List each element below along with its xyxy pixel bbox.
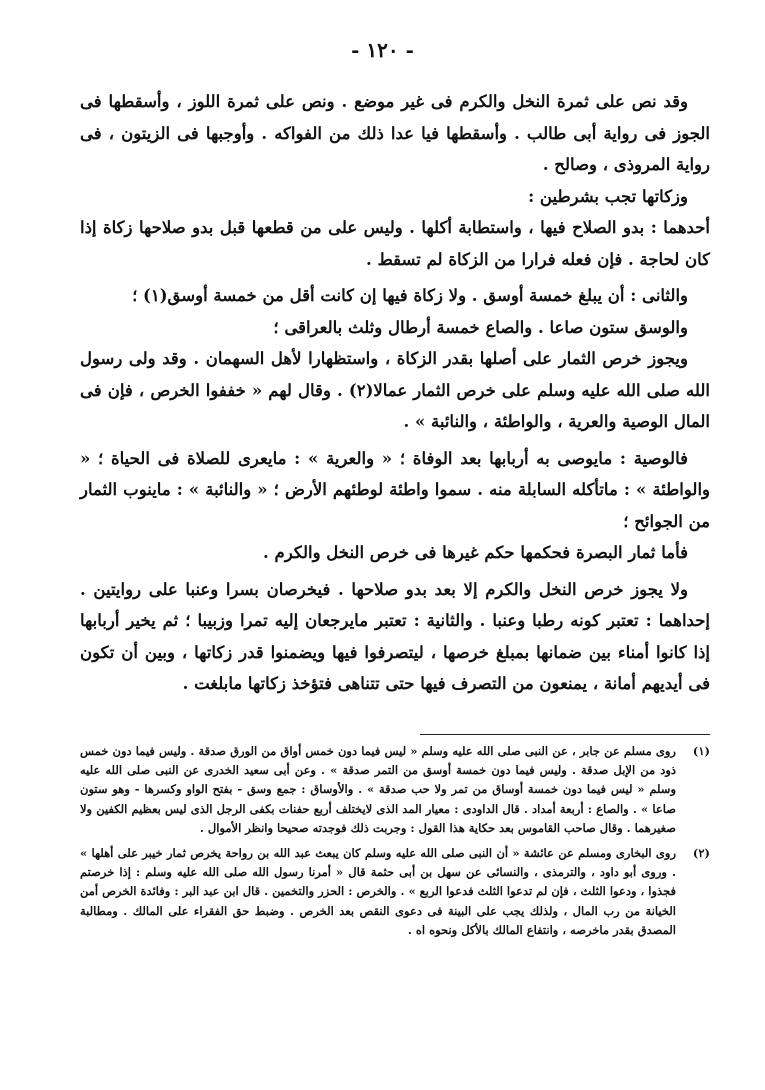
paragraph-definitions: فالوصية : مايوصى به أربابها بعد الوفاة ؛ « والعرية » : مايعرى للصلاة فى الحياة ؛ « والواطئة » : ماتأكله السابلة منه . سموا واطئة لوطئهم الأرض ؛ « والنائبة » : ماينوب الثمار من الجوائح ؛ [80,448,710,531]
paragraph-condition-two: والثانى : أن يبلغ خمسة أوسق . ولا زكاة فيها إن كانت أقل من خمسة أوسق(١) ؛ [132,286,688,305]
footnote-mark: (٢) [692,846,710,861]
footnotes [80,742,710,940]
paragraph-basra: فأما ثمار البصرة فحكمها حكم غيرها فى خرص النخل والكرم . [263,543,688,562]
paragraph-wasq: والوسق ستون صاعا . والصاع خمسة أرطال وثلث بالعراقى ؛ [273,317,688,337]
footnote-text: روى البخارى ومسلم عن عائشة « أن النبى صلى الله عليه وسلم كان يبعث عبد الله بن رواحة يخرص ثمار خيبر على أهلها » . وروى أبو داود ، والترمذى ، والنسائى عن سهل بن أبى حثمة قال « أمرنا رسول الله صلى الله عليه وسلم : إذا خرصتم فجذوا ، ودعوا الثلث ، فإن لم تدعوا الثلث فدعوا الربع » . والخرص : الحزر والتخمين . قال ابن عبد البر : وفائدة الخرص أمن الخيانة من رب المال ، ولذلك يجب على البينة فى دعوى النقص بعد الخرص . وضبط حق الفقراء على المالك . ومطالبة المصدق بقدر ماخرصه ، وانتفاع المالك بالأكل ونحوه اه . [80,846,676,937]
main-text [80,86,710,700]
footnote-text: روى مسلم عن جابر ، عن النبى صلى الله عليه وسلم « ليس فيما دون خمس أواق من الورق صدقة . وليس فيما دون خمس ذود من الإبل صدقة . وليس فيما دون خمسة أوسق من التمر صدقة » . وعن أبى سعيد الخدرى عن النبى صلى الله عليه وسلم « ليس فيما دون خمسة أوساق من تمر ولا حب صدقة » . والأوساق : جمع وسق - بفتح الواو وكسرها - وهو ستون صاعا » . والصاع : أربعة أمداد . قال الداودى : معيار المد الذى لايختلف أربع حفنات بكفى الرجل الذى ليس بعظيم الكفين ولا صغيرهما . وقال صاحب القاموس بعد حكاية هذا القول : وجربت ذلك فوجدته صحيحا وانظر الأموال . [80,744,676,835]
paragraph-condition-one: أحدهما : بدو الصلاح فيها ، واستطابة أكلها . وليس على من قطعها قبل بدو صلاحها زكاة إذا كان لحاجة . فإن فعله فرارا من الزكاة لم تسقط . [80,218,710,269]
paragraph-fruits: وقد نص على ثمرة النخل والكرم فى غير موضع . ونص على ثمرة اللوز ، وأسقطها فى الجوز فى رواية أبى طالب . وأسقطها فيا عدا ذلك من الفواكه . وأوجبها فى الزيتون ، فى رواية المروذى ، وصالح . [80,92,710,174]
paragraph-kharas: ويجوز خرص الثمار على أصلها بقدر الزكاة ، واستظهارا لأهل السهمان . وقد ولى رسول الله صلى الله عليه وسلم على خرص الثمار عمالا(٢) . وقال لهم « خففوا الخرص ، فإن فى المال الوصية والعرية ، والواطئة ، والنائبة » . [80,349,710,431]
footnote-mark: (١) [692,744,710,758]
footnote-1 [80,742,710,838]
paragraph-kharas-rules: ولا يجوز خرص النخل والكرم إلا بعد بدو صلاحها . فيخرصان بسرا وعنبا على روايتين . إحداهما : تعتبر كونه رطبا وعنبا . والثانية : تعتبر مايرجعان إليه تمرا وزبيبا ؛ ثم يخير أربابها إذا كانوا أمناء بين ضمانها بمبلغ خرصها ، ليتصرفوا فيها ويضمنوا قدر زكاتها ، وبين أن تكون فى أيديهم أمانة ، يمنعون من التصرف فيها حتى تتناهى فتؤخذ زكاتها مابلغت . [80,579,710,693]
footnote-2 [80,844,710,940]
paragraph-conditions-intro: وزكاتها تجب بشرطين : [528,186,688,206]
footnote-divider [420,734,710,735]
page-number: - ١٢٠ - [351,38,414,62]
